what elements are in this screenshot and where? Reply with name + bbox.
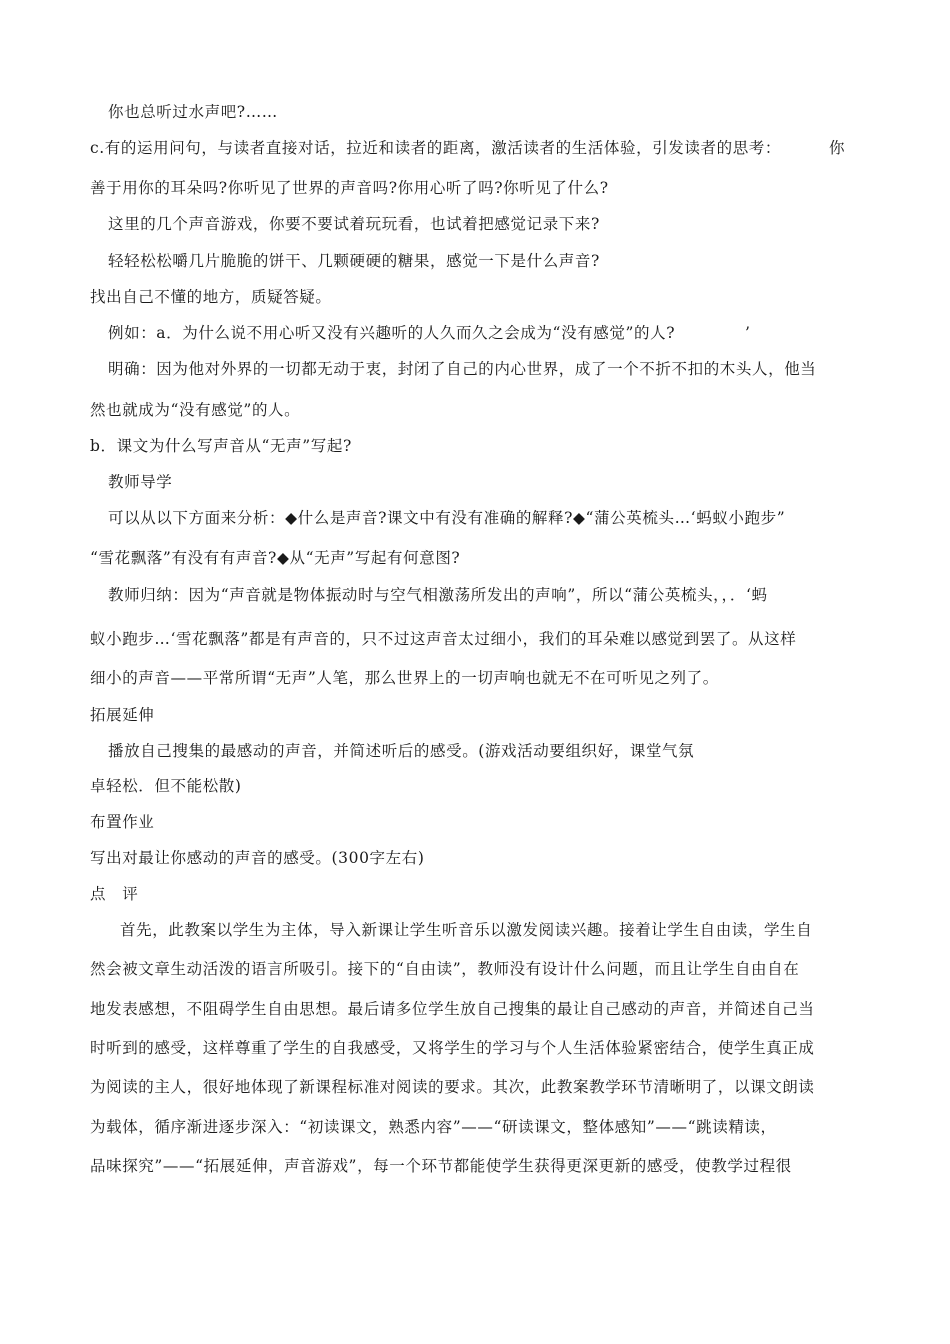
- text-line: 明确：因为他对外界的一切都无动于衷，封闭了自己的内心世界，成了一个不折不扣的木头人，他当: [108, 360, 817, 378]
- section-heading: 布置作业: [90, 813, 155, 831]
- text-line: 你也总听过水声吧?……: [108, 103, 278, 121]
- section-label: 教师导学: [108, 473, 173, 491]
- text-line: 卓轻松．但不能松散): [90, 777, 242, 795]
- text-line: 首先，此教案以学生为主体，导入新课让学生听音乐以激发阅读兴趣。接着让学生自由读，学生自: [120, 921, 813, 939]
- text-line: 善于用你的耳朵吗?你听见了世界的声音吗?你用心听了吗?你听见了什么?: [90, 179, 609, 197]
- section-heading: 点 评: [90, 885, 139, 903]
- text-line: 为载体，循序渐进逐步深入：“初读课文，熟悉内容”——“研读课文，整体感知”——“跳读精读，: [90, 1118, 777, 1136]
- text-line: 写出对最让你感动的声音的感受。(300字左右): [90, 849, 425, 867]
- text-line: 可以从以下方面来分析：◆什么是声音?课文中有没有准确的解释?◆“蒲公英梳头…‘蚂蚁小跑步”: [108, 509, 786, 527]
- text-line: 然会被文章生动活泼的语言所吸引。接下的“自由读”，教师没有设计什么问题，而且让学生自由自在: [90, 960, 800, 978]
- text-line: 轻轻松松嚼几片脆脆的饼干、几颗硬硬的糖果，感觉一下是什么声音?: [108, 252, 600, 270]
- text-line: 这里的几个声音游戏，你要不要试着玩玩看，也试着把感觉记录下来?: [108, 215, 600, 233]
- text-line: 蚁小跑步…‘雪花飘落”都是有声音的，只不过这声音太过细小，我们的耳朵难以感觉到罢了。从这样: [90, 630, 797, 648]
- text-line: 你: [829, 139, 846, 157]
- text-line: 播放自己搜集的最感动的声音，并简述听后的感受。(游戏活动要组织好，课堂气氛: [108, 742, 695, 760]
- text-line: 品味探究”——“拓展延伸，声音游戏”，每一个环节都能使学生获得更深更新的感受，使教学过程很: [90, 1157, 792, 1175]
- text-line: 找出自己不懂的地方，质疑答疑。: [90, 288, 332, 306]
- text-line: ’: [745, 324, 751, 342]
- text-line: 为阅读的主人，很好地体现了新课程标准对阅读的要求。其次，此教案教学环节清晰明了，以课文朗读: [90, 1078, 815, 1096]
- text-line: “雪花飘落”有没有有声音?◆从“无声”写起有何意图?: [90, 549, 461, 567]
- text-line: 地发表感想，不阻碍学生自由思想。最后请多位学生放自己搜集的最让自己感动的声音，并简述自己当: [90, 1000, 815, 1018]
- section-heading: 拓展延伸: [90, 706, 155, 724]
- text-line: 教师归纳：因为“声音就是物体振动时与空气相激荡所发出的声响”，所以“蒲公英梳头，，．‘蚂: [108, 586, 768, 604]
- text-line: b．课文为什么写声音从“无声”写起?: [90, 437, 352, 455]
- text-line: 时听到的感受，这样尊重了学生的自我感受，又将学生的学习与个人生活体验紧密结合，使学生真正成: [90, 1039, 815, 1057]
- text-line: 细小的声音——平常所谓“无声”人笔，那么世界上的一切声响也就无不在可听见之列了。: [90, 669, 719, 687]
- text-line: c.有的运用问句，与读者直接对话，拉近和读者的距离，激活读者的生活体验，引发读者的思考：: [90, 139, 782, 157]
- text-line: 例如：a．为什么说不用心听又没有兴趣听的人久而久之会成为“没有感觉”的人?: [108, 324, 676, 342]
- text-line: 然也就成为“没有感觉”的人。: [90, 401, 301, 419]
